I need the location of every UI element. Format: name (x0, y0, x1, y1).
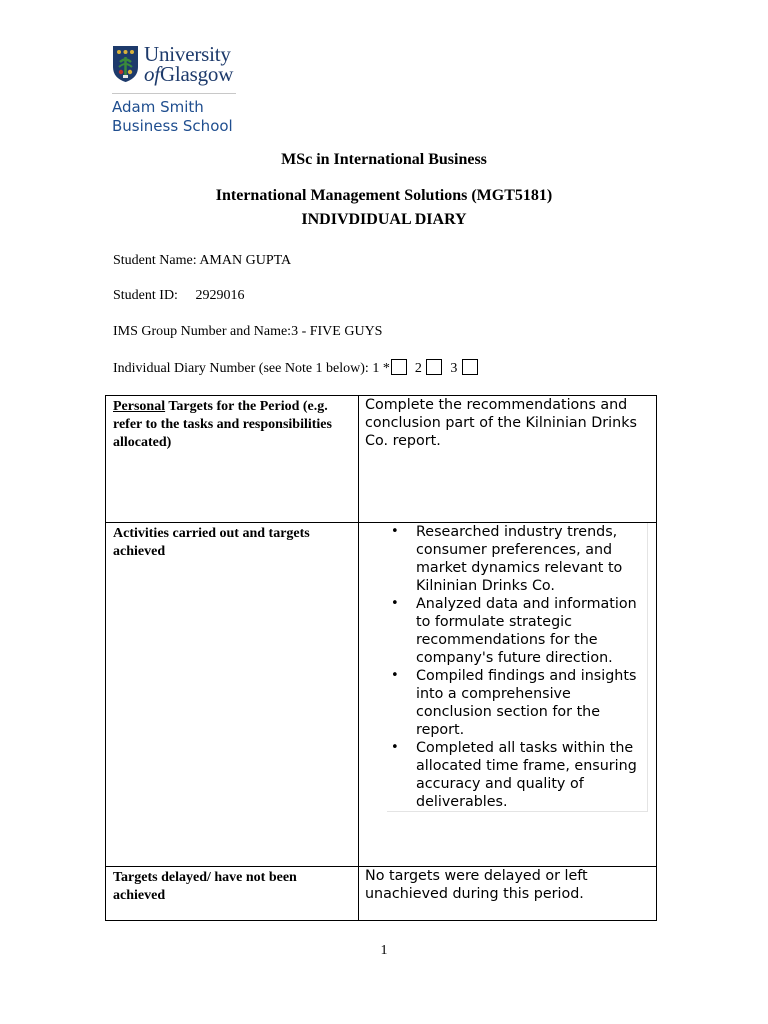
diary-number-label: Individual Diary Number (see Note 1 below): 1 * (113, 361, 390, 376)
list-item: • Compiled findings and insights into a comprehensive conclusion section for the report. (387, 667, 647, 739)
targets-delayed-label: Targets delayed/ have not been achieved (106, 867, 359, 921)
university-logo (112, 43, 242, 135)
activities-content (359, 523, 657, 867)
university-crest-icon (112, 45, 139, 83)
student-name: Student Name: AMAN GUPTA (113, 253, 292, 268)
logo-glasgow-text: ofGlasgow (144, 62, 234, 86)
course-title: International Management Solutions (MGT5181) (215, 187, 553, 204)
table-row (106, 523, 657, 867)
table-row (106, 867, 657, 921)
logo-university-text: University (144, 42, 231, 66)
activities-list (387, 523, 648, 812)
diary-2-label: 2 (414, 361, 422, 376)
diary-table (105, 395, 657, 921)
targets-delayed-content: No targets were delayed or left unachieved during this period. (359, 867, 657, 921)
table-row (106, 396, 657, 523)
logo-school-text: Adam Smith Business School (112, 98, 233, 135)
diary-3-label: 3 (450, 361, 458, 376)
group-name: IMS Group Number and Name:3 - FIVE GUYS (113, 324, 383, 339)
personal-targets-label: Personal Targets for the Period (e.g. refer to the tasks and responsibilities allocated) (106, 396, 359, 523)
logo-divider (112, 93, 236, 94)
student-id: Student ID: 2929016 (113, 288, 245, 303)
diary-2-checkbox[interactable] (426, 359, 442, 375)
page-number: 1 (380, 943, 388, 958)
diary-number-line (113, 359, 486, 377)
list-item: • Analyzed data and information to formulate strategic recommendations for the company's future direction. (387, 595, 647, 667)
document-type-title: INDIVDIDUAL DIARY (301, 211, 467, 228)
programme-title: MSc in International Business (281, 151, 487, 168)
personal-targets-content: Complete the recommendations and conclusion part of the Kilninian Drinks Co. report. (359, 396, 657, 523)
diary-1-checkbox[interactable] (391, 359, 407, 375)
diary-3-checkbox[interactable] (462, 359, 478, 375)
list-item: • Researched industry trends, consumer preferences, and market dynamics relevant to Kilninian Drinks Co. (387, 523, 647, 595)
list-item: • Completed all tasks within the allocated time frame, ensuring accuracy and quality of deliverables. (387, 739, 647, 811)
activities-label: Activities carried out and targets achieved (106, 523, 359, 867)
